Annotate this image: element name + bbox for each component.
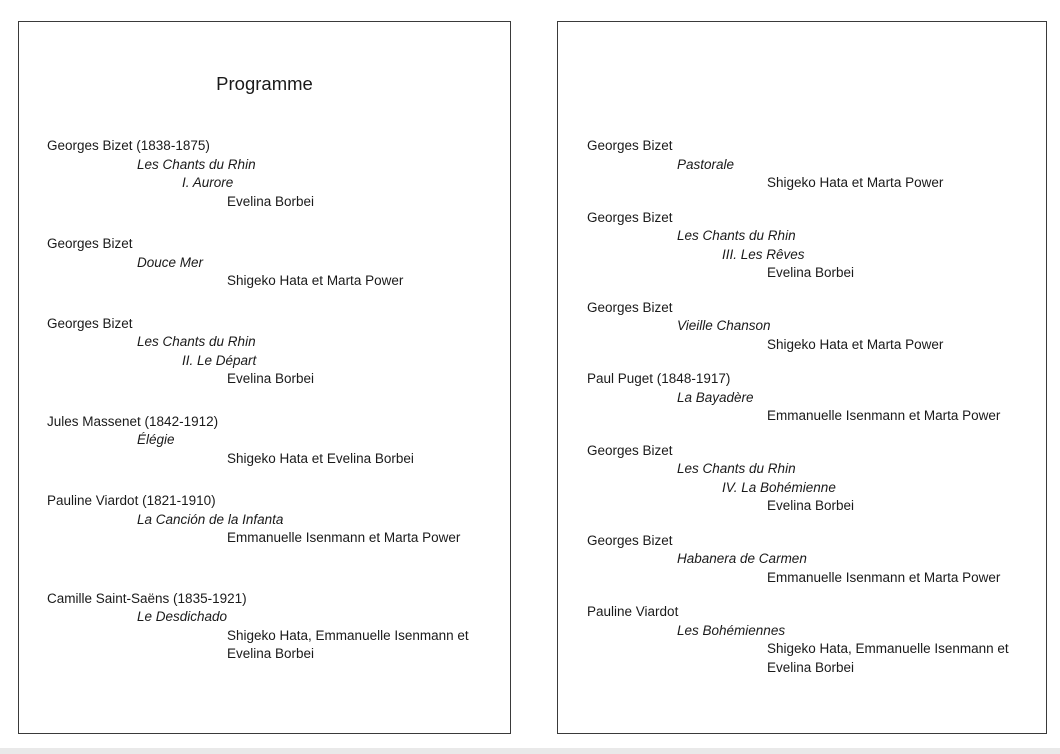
programme-entry — [587, 532, 1028, 588]
work-title: Les Bohémiennes — [677, 622, 786, 638]
performers: Evelina Borbei — [227, 371, 315, 386]
work-title: Douce Mer — [137, 254, 204, 270]
performers: Shigeko Hata, Emmanuelle Isenmann et — [227, 627, 469, 643]
composer: Pauline Viardot — [587, 604, 679, 619]
performers: Evelina Borbei — [227, 193, 315, 209]
programme-entry — [587, 137, 1028, 193]
work-title: Habanera de Carmen — [677, 551, 807, 566]
composer: Georges Bizet — [587, 138, 673, 153]
work-title: Le Desdichado — [137, 609, 228, 624]
composer: Georges Bizet — [47, 315, 133, 331]
page-left — [18, 21, 511, 734]
programme-entry — [47, 492, 492, 548]
performers: Shigeko Hata, Emmanuelle Isenmann et — [767, 641, 1009, 656]
performers: Shigeko Hata et Marta Power — [767, 336, 944, 352]
composer: Georges Bizet — [47, 236, 133, 251]
movement: I. Aurore — [182, 175, 234, 190]
programme-list-left — [47, 137, 492, 664]
programme-entry — [587, 299, 1028, 355]
movement: III. Les Rêves — [722, 246, 805, 262]
programme-entry — [587, 370, 1028, 426]
performers: Shigeko Hata et Marta Power — [227, 273, 404, 288]
programme-entry — [47, 590, 492, 664]
performers-continued: Evelina Borbei — [227, 646, 315, 661]
performers: Emmanuelle Isenmann et Marta Power — [227, 530, 461, 545]
programme-entry — [47, 235, 492, 291]
work-title: Les Chants du Rhin — [677, 228, 796, 243]
programme-entry — [47, 315, 492, 389]
window-bottom-edge — [0, 748, 1060, 754]
work-title: Élégie — [137, 432, 175, 447]
work-title: Les Chants du Rhin — [137, 156, 256, 172]
composer: Pauline Viardot (1821-1910) — [47, 493, 216, 508]
movement: II. Le Départ — [182, 352, 257, 368]
programme-entry — [587, 603, 1028, 677]
work-title: Les Chants du Rhin — [677, 461, 796, 476]
performers: Emmanuelle Isenmann et Marta Power — [767, 569, 1001, 585]
performers: Shigeko Hata et Marta Power — [767, 175, 944, 190]
work-title: La Canción de la Infanta — [137, 511, 284, 527]
work-title: La Bayadère — [677, 389, 754, 405]
performers: Evelina Borbei — [767, 265, 855, 280]
composer: Georges Bizet — [587, 209, 673, 225]
composer: Georges Bizet — [587, 299, 673, 315]
performers: Shigeko Hata et Evelina Borbei — [227, 450, 414, 466]
movement: IV. La Bohémienne — [722, 479, 836, 495]
programme-entry — [47, 137, 492, 211]
programme-entry — [47, 413, 492, 469]
composer: Jules Massenet (1842-1912) — [47, 413, 219, 429]
work-title: Les Chants du Rhin — [137, 334, 256, 349]
page-title: Programme — [216, 73, 313, 94]
composer: Georges Bizet — [587, 442, 673, 458]
composer: Georges Bizet — [587, 532, 673, 548]
work-title: Pastorale — [677, 156, 735, 172]
work-title: Vieille Chanson — [677, 318, 771, 333]
performers-continued: Evelina Borbei — [767, 659, 855, 675]
performers: Emmanuelle Isenmann et Marta Power — [767, 408, 1001, 423]
composer: Camille Saint-Saëns (1835-1921) — [47, 590, 247, 606]
performers: Evelina Borbei — [767, 498, 855, 513]
programme-list-right — [587, 137, 1028, 677]
page-right — [557, 21, 1047, 734]
composer: Georges Bizet (1838-1875) — [47, 138, 210, 153]
programme-entry — [587, 209, 1028, 283]
composer: Paul Puget (1848-1917) — [587, 371, 731, 386]
programme-entry — [587, 442, 1028, 516]
